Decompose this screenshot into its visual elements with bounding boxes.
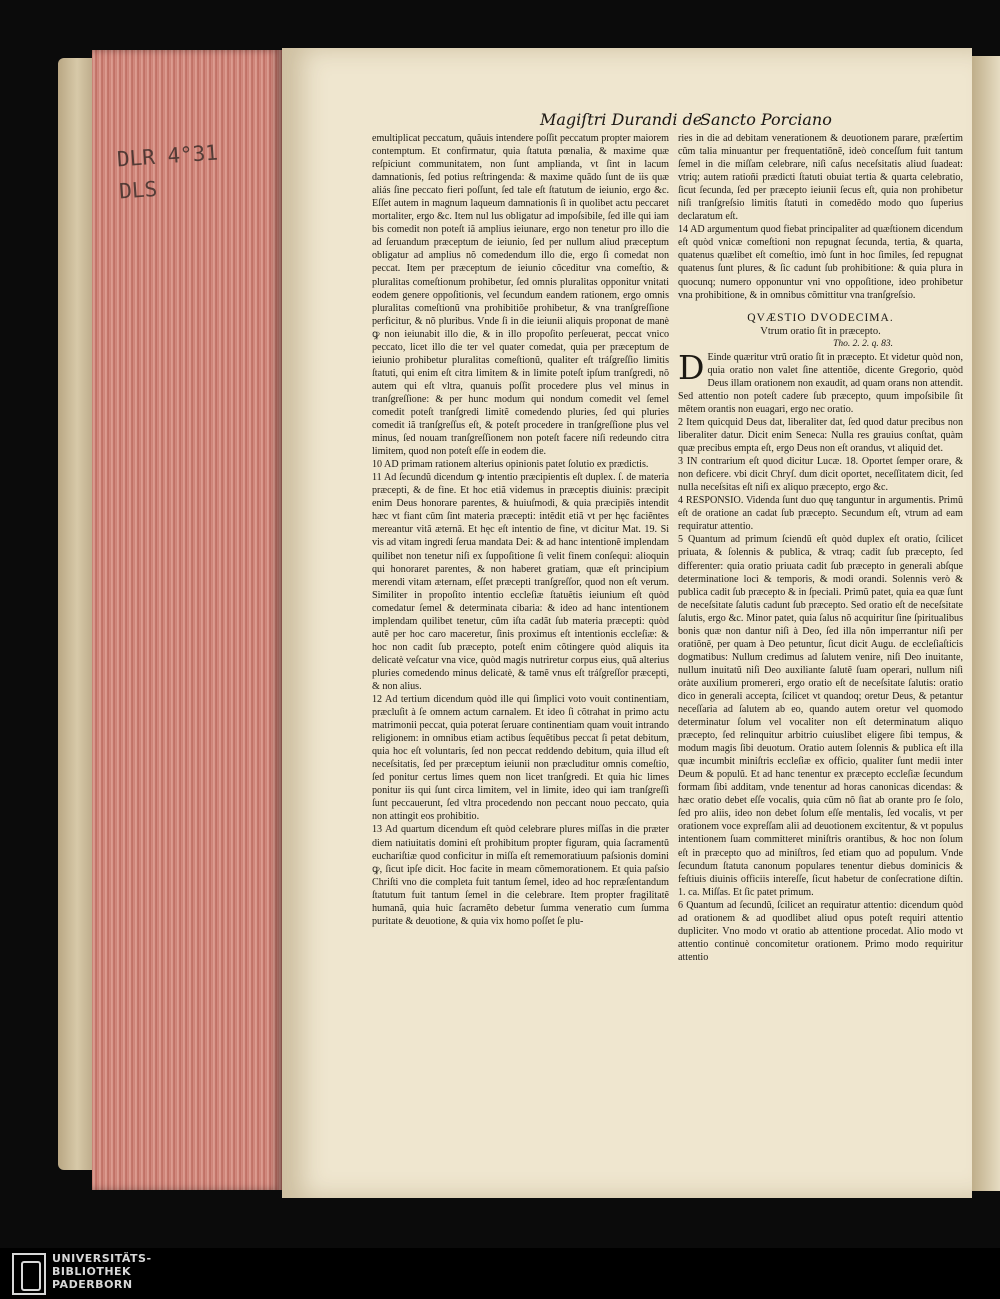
left-paragraph: emultiplicat peccatum, quãuis intendere poſſit peccatum propter maiorem contemptum. Et confirmatur, quia ſtatuta pœnalia, & maxime quæ reſpiciunt communitatem, non ſunt amplianda, vt ſint in lacum damnationis, ſed potius reſtringenda: & maxime quãdo ſunt de iis quæ aliás ſine peccato fieri poſſunt, ſed tale eſt ſtatutum de ieiunio, ergo &c. Eſſet autem in magnum laqueum damnationis ſi in quolibet actu peccaret mortaliter, ergo &c. Item nul lus obligatur ad impoſsibile, ſed ille qui iam bis comedit non poteſt iã amplius ieiunare, ergo non tenetur pro illo die ad ſeruandum præceptum de ieiunio, ſed per nullum aliud præceptum obligatur ad amplius nõ comedendum illo die, ergo ſi comedat non peccat. Item per præceptum de ieiunio cõceditur vna comeſtio, & pluralitas comeſtionum prohibetur, ſed omnis pluralitas opponitur vnitati eodem genere oppoſitionis, vel ſecundum eandem rationem, ergo omnis pluralitas comeſtionũ vna prohibitiõe prohibetur, & vna tranſgreſſione perficitur, & nõ pluribus. Vnde ſi in die ieiunii aliquis proponat de manè ꝙ non ieiunabit illo die, & in illo propoſito perſeuerat, peccat vnico peccato, licet illo die ter vel quater comedat, quia per præceptum de ieiunio prohibetur pluralitas comeſtionũ, qualiter eſt tráſgreſſio limitis ſtatuti, qui enim eſt citra limitem & in limite poteſt ipſum tranſgredi, nõ autem qui eſt vltra, quanuis poſſit procedere plus vel minus in tranſgreſſione: & per hunc modum qui nondum comedit vel ſemel comedit poteſt tranſgredi limitẽ comedendo pluries, ſed qui pluries comedit iã tranſgreſſus eſt, & poteſt procedere in tranſgreſſione plus vel minus, ſed nouam tranſgreſſionem non poteſt facere niſi redeundo citra limitem, quod non poteſt eſſe in eodem die.: [372, 133, 669, 458]
drop-capital: D: [678, 347, 705, 387]
logo-line-1: UNIVERSITÄTS-: [52, 1252, 152, 1265]
question-subtitle: Vtrum oratio ſit in præcepto.: [760, 325, 881, 337]
shelfmark-label: [116, 137, 221, 208]
right-paragraph: ries in die ad debitam venerationem & deuotionem parare, præſertim cũm talia minuantur per frequentatiõnẽ, ideò conceſſum fuit tantum ſemel in die miſſam celebrare, niſi caſus neceſsitatis aliud ſuadeat: vtriq; autem ratioñi prædicti ſtatuti obuiat tertia & quarta celebratio, ſicut ſecunda, ſed per præcepto ieiunii ſecus eſt, quia non prohibetur niſi tranſgreſsio limitis ſtatuti in comedẽdo modo quo ſuperius declaratum eſt.: [678, 133, 963, 223]
opening-text: Einde quæritur vtrũ oratio ſit in præcepto. Et videtur quòd non, quia oratio non valet ſine attentiõe, dicente Gregorio, quòd Deus illam orationem non exaudit, ad quam orans non attendit. Sed attentio non poteſt cadere ſub præcepto, quum impoſsibile ſit mẽtem orantis non euagari, ergo nec oratio.: [678, 351, 963, 415]
logo-line-2: BIBLIOTHEK: [52, 1265, 132, 1278]
right-paragraph: 5 Quantum ad primum ſciendũ eſt quòd duplex eſt oratio, ſcilicet priuata, & ſolennis & publica, & vtraq; cadit ſub præcepto, ſed differenter: quia oratio priuata cadit ſub præcepto in generali abſque determinatione loci & temporis, & modi orandi. Solennis verò & publica cadit ſub præcepto & in ſpeciali. Primũ patet, quia ea quæ ſunt de neceſsitate ſalutis cadunt ſub præcepto. Sed oratio eſt de neceſsitate ſalutis, ergo &c. Minor patet, quia ſalus nõ acquiritur ſine ſpiritualibus bonis quæ non dantur niſi à Deo, ſed illa nõn imperrantur niſi per oratiõnẽ, per quam à Deo petuntur, ſicut dicit Augu. de eccleſiaſticis dogmatibus: Nullum credimus ad ſalutem venire, niſi Deo inuitante, nullum inuitatũ niſi Deo auxiliante ſalutẽ ſuam operari, nullum niſi oràte auxilium promereri, ergo oratio eſt de neceſsitate ſalutis: oratio dico in generali accepta, ſcilicet vt quandoq; oretur Deus, & petantur neceſſaria ad ſalutem ab eo, quando autem oretur vel quomodo determinatur ſolum vel vocaliter non eſt determinatum aliquo præcepto, ſed relinquitur arbitrio cuiuslibet eligere ſibi tempus, & modum magis ſibi deuotum. Oratio autem ſolennis & publica eſt illa quæ incumbit miniſtris eccleſiæ ex officio, qualiter ſunt medii inter Deum & populũ. Et ad hanc tenentur ex præcepto eccleſiæ ſecundum formam ſibi additam, vnde tenentur ad horas canonicas dicendas: & hæc oratio debet eſſe vocalis, quia cũm nõ ſiat ab orante pro ſe ſolo, ſed pro aliis, ideo non debet ſolum eſſe mentalis, ſed vocalis, vt per orationem voce expreſſam alii ad deuotionem excitentur, & vt populus intentionem ſuam committeret miniſtris orantibus, & hoc non ſolum eſt in præcepto quo ad miniſtros, ſed etiam quo ad populum. Vnde ſecundum ſtatuta canonum populares tenentur diebus dominicis & feſtiuis diuinis officiis intereſſe, ſicut habetur de conſecratione diſtin. 1. ca. Miſſas. Et ſic patet primum.: [678, 534, 963, 898]
running-head-right: Sancto Porciano: [700, 110, 832, 129]
logo-line-3: PADERBORN: [52, 1278, 133, 1291]
shelfmark-line-1: DLR 4°31: [116, 140, 219, 172]
question-title: QVÆSTIO DVODECIMA.: [747, 311, 894, 324]
right-paragraph: 14 AD argumentum quod fiebat principaliter ad quæſtionem dicendum eſt quòd vnicæ comeſtioni non repugnat ſecunda, tertia, & quarta, quatenus quælibet eſt comeſtio, imò ſunt in hoc ſimiles, ſed repugnat quatenus ſunt plures, & ſic cadunt ſub prohibitione: & quia plura in quocunq; numero opponuntur vni vno oppoſitione, ideo prohibetur vna prohibitione, & in omnibus cõmittitur vna tranſgreſsio.: [678, 224, 963, 301]
right-paragraph: 2 Item quicquid Deus dat, liberaliter dat, ſed quod datur precibus non liberaliter datur. Dicit enim Seneca: Nulla res grauius conſtat, quàm quæ precibus empta eſt, ergo Deus non eſt orandus, vt aliquid det.: [678, 416, 963, 455]
page-edges-red: [92, 50, 282, 1190]
library-logo-text: [52, 1252, 152, 1291]
question-reference: Tho. 2. 2. q. 83.: [833, 338, 893, 349]
left-paragraph: 11 Ad ſecundũ dicendum ꝙ intentio præcipientis eſt duplex. ſ. de materia præcepti, & de fine. Et hoc etiã videmus in præceptis diuinis: præcipit enim Deus honorare parentes, & huiuſmodi, & quia præcipiẽs intendit hæc vt fiant cũm ſint materia præcepti: intẽdit etiã vt per hęc faciẽntes mereantur vitã æternã. Et hęc eſt intentio de fine, vt dicitur Mat. 19. Si vis ad vitam ingredi ſerua mandata Dei: & ad hanc intentionẽ implendam quilibet non tenetur niſi ex ſuppoſitione ſi velit finem conſequi: alioquin qui honoraret parentes, & non haberet gratiam, quæ eſt principium merendi vitam æternam, eſſet præcepti tranſgreſſor, quod non eſt verum. Similiter in propoſito intentio eccleſiæ ſtatuẽtis ieiunium eſt quòd comedatur ſemel & determinata cibaria: & ideo ad hanc intentionem implendam quilibet tenetur, cũm iſta cadãt ſub materia præcepti: quòd autẽ per hoc caro maceretur, ſinis proximus eſt intentionis eccleſiæ: & hoc non cadit ſub præcepto, poteſt enim cõtingere quòd aliquis ita delicatè veſcatur vna vice, quòd magis nutriretur corpus eius, quã alterius pluries comedendo minus delicatè, & tamẽ vnus eſt tráſgreſſor præcepti, & non alius.: [372, 472, 669, 692]
text-column-right: [678, 132, 963, 964]
library-logo-icon: [12, 1253, 46, 1295]
left-paragraph: 13 Ad quartum dicendum eſt quòd celebrare plures miſſas in die præter diem natiuitatis domini eſt prohibitum propter figuram, quia ſacramentũ euchariſtiæ quod conficitur in miſſa eſt rememoratiuum paſsionis domini ꝙ, ſicut ipſe dicit. Hoc facite in meam cõmemorationem. Et quia paſsio Chriſti vno die completa fuit tantum ſemel, ideo ad hoc repræſentandum ſtatutum fuit tantum ſemel in die celebrare. Item propter fragilitatẽ humanã, quia huic ſacramẽto debetur ſumma veneratio cum ſumma puritate & deuotione, & quia vix homo poſſet ſe plu-: [372, 824, 669, 927]
left-paragraph: 10 AD primam rationem alterius opinionis patet ſolutio ex prædictis.: [372, 459, 649, 471]
right-paragraph: 6 Quantum ad ſecundũ, ſcilicet an requiratur attentio: dicendum quòd ad orationem & ad quodlibet aliud opus poteſt requiri attentio dupliciter. Vno modo vt oratio ab attentione procedat. Alio modo vt attentio continuè concomitetur orationem. Primo modo requiritur attentio: [678, 899, 963, 963]
right-paragraph: 4 RESPONSIO. Videnda ſunt duo quę tanguntur in argumentis. Primũ eſt de oratione an cadat ſub præcepto. Secundum eſt, vtrum ad eam requiratur attentio.: [678, 495, 963, 533]
left-paragraph: 12 Ad tertium dicendum quòd ille qui ſimplici voto vouit continentiam, præcluſit à ſe omnem actum carnalem. Et ideo ſi cõtrahat in primo actu matrimonii peccat, quia poterat ſeruare continentiam quam vouit intrando religionem: in omnibus etiam actibus ſequẽtibus peccat ſi petat debitum, quia hoc eſt voluntaris, ſed non peccat reddendo debitum, quia illud eſt neceſsitatis, ſed per præceptum ieiunii non præcluditur omnis comeſtio, ſed ponitur certus limes quem non licet tranſgredi. Et quia hic limes ponitur iis qui ſunt circa limitem, vel in limite, ideo qui iam tranſgreſſi ſunt peccauerunt, ſed vltra procedendo non peccant nouo peccato, quia non attingit eos prohibitio.: [372, 694, 669, 823]
text-column-left: [372, 132, 669, 928]
right-paragraph: [678, 347, 963, 416]
running-head-left: Magiſtri Durandi de: [540, 110, 703, 129]
right-paragraph: 3 IN contrarium eſt quod dicitur Lucæ. 18. Oportet ſemper orare, & non deficere. vbi dicit Chryſ. dum dicit oportet, neceſſitatem dicit, ſed nulla neceſsitas eſt niſi ex aliquo præcepto, ergo &c.: [678, 456, 963, 494]
facing-page-edge: [972, 56, 1000, 1191]
shelfmark-line-2: DLS: [118, 176, 158, 204]
